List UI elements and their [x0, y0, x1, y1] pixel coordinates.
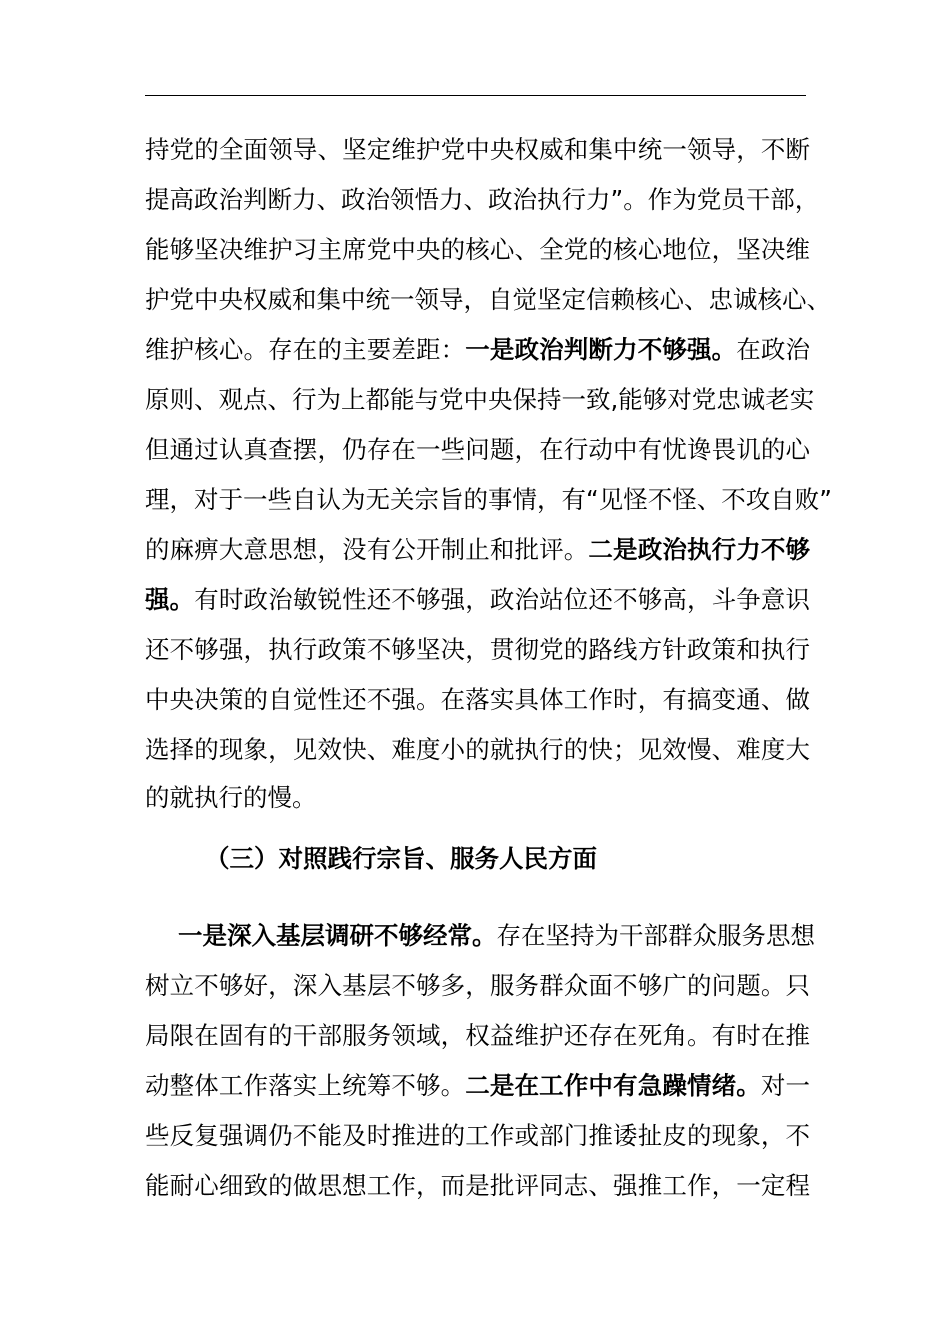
text-line: 能耐心细致的做思想工作，而是批评同志、强推工作，一定程: [145, 1171, 810, 1200]
text-line: 提高政治判断力、政治领悟力、政治执行力”。作为党员干部，: [145, 185, 820, 214]
text-line: 的就执行的慢。: [145, 783, 317, 812]
text-line: [145, 530, 810, 570]
text-line: [145, 580, 810, 620]
text-line: 局限在固有的干部服务领域，权益维护还存在死角。有时在推: [145, 1021, 810, 1050]
text-line: [145, 330, 810, 370]
text-line: 中央决策的自觉性还不强。在落实具体工作时，有搞变通、做: [145, 685, 810, 714]
bold-point-3: 一是深入基层调研不够经常。: [178, 921, 497, 950]
text-line: 原则、观点、行为上都能与党中央保持一致,能够对党忠诚老实: [145, 385, 815, 414]
text-line: 护党中央权威和集中统一领导，自觉坚定信赖核心、忠诚核心、: [145, 285, 831, 314]
text-line: 理，对于一些自认为无关宗旨的事情，有“见怪不怪、不攻自败”: [145, 485, 832, 514]
section-heading: （三）对照践行宗旨、服务人民方面: [205, 844, 597, 873]
text-span: 有时政治敏锐性还不够强，政治站位还不够高，斗争意识: [194, 585, 811, 614]
text-line: 树立不够好，深入基层不够多，服务群众面不够广的问题。只: [145, 971, 810, 1000]
text-line: 些反复强调仍不能及时推进的工作或部门推诿扯皮的现象，不: [145, 1121, 810, 1150]
text-span: 存在坚持为干部群众服务思想: [496, 921, 815, 950]
text-span: 维护核心。存在的主要差距：: [145, 335, 466, 364]
bold-point-4: 二是在工作中有急躁情绪。: [465, 1071, 761, 1100]
text-line: 选择的现象，见效快、难度小的就执行的快；见效慢、难度大: [145, 735, 810, 764]
header-rule: [145, 95, 806, 96]
bold-point-2: 二是政治执行力不够: [588, 535, 810, 564]
text-line: [145, 1066, 810, 1106]
text-span: 对一: [760, 1071, 811, 1100]
text-span: 在政治: [736, 335, 811, 364]
text-line: [178, 916, 815, 956]
text-line: 能够坚决维护习主席党中央的核心、全党的核心地位，坚决维: [145, 235, 810, 264]
text-span: 动整体工作落实上统筹不够。: [145, 1071, 466, 1100]
text-line: 持党的全面领导、坚定维护党中央权威和集中统一领导，不断: [145, 135, 810, 164]
bold-point-2-end: 强。: [145, 585, 195, 614]
bold-point-1: 一是政治判断力不够强。: [465, 335, 737, 364]
text-span: 的麻痹大意思想，没有公开制止和批评。: [145, 535, 589, 564]
text-line: 还不够强，执行政策不够坚决，贯彻党的路线方针政策和执行: [145, 635, 810, 664]
text-line: 但通过认真查摆，仍存在一些问题，在行动中有忧谗畏讥的心: [145, 435, 810, 464]
